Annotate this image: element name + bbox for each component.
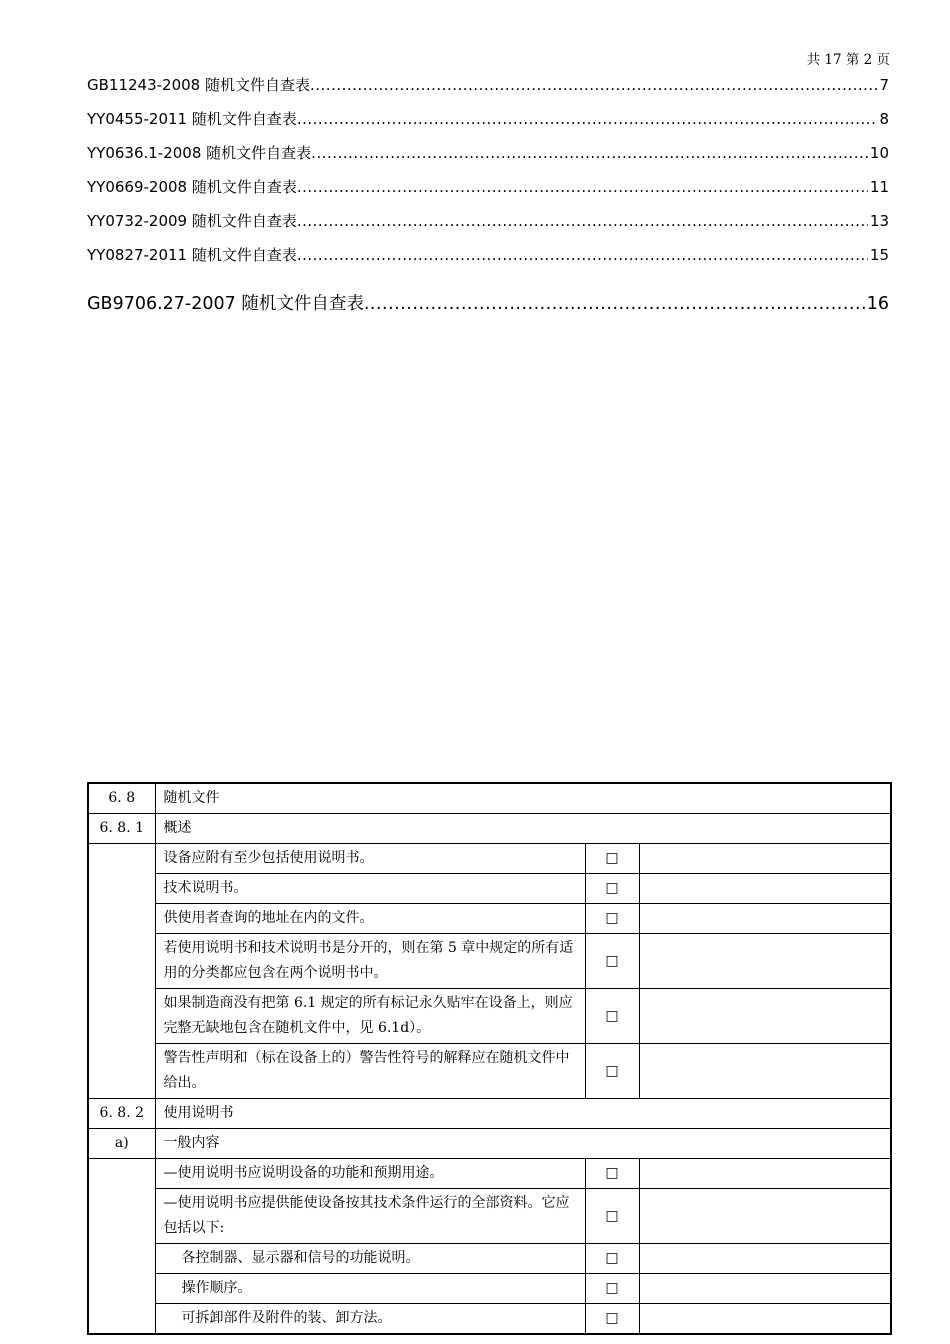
section-title: 概述 xyxy=(155,814,891,844)
requirement-text: 技术说明书。 xyxy=(155,874,585,904)
toc-entry-page: 8 xyxy=(879,110,889,128)
remarks-cell[interactable] xyxy=(639,844,891,874)
section-row xyxy=(88,1099,891,1129)
blank-section-cell xyxy=(88,1159,155,1335)
toc-leader-dots xyxy=(310,76,877,94)
toc-entry[interactable] xyxy=(87,210,889,231)
checkbox[interactable]: □ xyxy=(585,1304,639,1335)
toc-entry-title: GB9706.27-2007 随机文件自查表 xyxy=(87,294,364,314)
checkbox[interactable]: □ xyxy=(585,874,639,904)
toc-leader-dots xyxy=(297,246,868,264)
checklist-table xyxy=(87,782,892,1335)
requirement-text: 供使用者查询的地址在内的文件。 xyxy=(155,904,585,934)
section-row xyxy=(88,814,891,844)
blank-section-cell xyxy=(88,844,155,1099)
section-number: 6. 8 xyxy=(88,783,155,814)
remarks-cell[interactable] xyxy=(639,1274,891,1304)
checklist-row xyxy=(88,1244,891,1274)
toc-entry[interactable] xyxy=(87,74,889,95)
checkbox[interactable]: □ xyxy=(585,1189,639,1244)
remarks-cell[interactable] xyxy=(639,1304,891,1335)
requirement-text: 各控制器、显示器和信号的功能说明。 xyxy=(155,1244,585,1274)
toc-entry[interactable] xyxy=(87,108,889,129)
requirement-text: 设备应附有至少包括使用说明书。 xyxy=(155,844,585,874)
requirement-text: —使用说明书应说明设备的功能和预期用途。 xyxy=(155,1159,585,1189)
checkbox[interactable]: □ xyxy=(585,844,639,874)
checklist-row xyxy=(88,1274,891,1304)
checklist-row xyxy=(88,904,891,934)
section-title: 使用说明书 xyxy=(155,1099,891,1129)
toc-entry-page: 16 xyxy=(866,294,889,314)
section-number: 6. 8. 2 xyxy=(88,1099,155,1129)
toc-leader-dots xyxy=(297,212,868,230)
requirement-text: 操作顺序。 xyxy=(155,1274,585,1304)
toc-entry-page: 7 xyxy=(879,76,889,94)
toc-entry-page: 13 xyxy=(869,212,889,230)
toc-leader-dots xyxy=(311,144,868,162)
remarks-cell[interactable] xyxy=(639,989,891,1044)
toc-entry[interactable] xyxy=(87,244,889,265)
checkbox[interactable]: □ xyxy=(585,934,639,989)
remarks-cell[interactable] xyxy=(639,904,891,934)
requirement-text: —使用说明书应提供能使设备按其技术条件运行的全部资料。它应包括以下: xyxy=(155,1189,585,1244)
toc-entry[interactable] xyxy=(87,142,889,163)
checkbox[interactable]: □ xyxy=(585,1159,639,1189)
section-title: 随机文件 xyxy=(155,783,891,814)
toc-leader-dots xyxy=(297,110,878,128)
checkbox[interactable]: □ xyxy=(585,989,639,1044)
toc-entry-page: 11 xyxy=(869,178,889,196)
section-row xyxy=(88,783,891,814)
checklist-row xyxy=(88,844,891,874)
section-row xyxy=(88,1129,891,1159)
toc-entry-page: 10 xyxy=(869,144,889,162)
toc-entry[interactable] xyxy=(87,176,889,197)
section-number: 6. 8. 1 xyxy=(88,814,155,844)
remarks-cell[interactable] xyxy=(639,1044,891,1099)
toc-entry-title: YY0669-2008 随机文件自查表 xyxy=(87,178,297,196)
requirement-text: 若使用说明书和技术说明书是分开的，则在第 5 章中规定的所有适用的分类都应包含在两个说明书中。 xyxy=(155,934,585,989)
checkbox[interactable]: □ xyxy=(585,904,639,934)
toc-entry[interactable] xyxy=(87,290,889,315)
section-title: 一般内容 xyxy=(155,1129,891,1159)
checklist-row xyxy=(88,934,891,989)
checklist-row xyxy=(88,1189,891,1244)
toc-leader-dots xyxy=(364,294,865,314)
section-number: a) xyxy=(88,1129,155,1159)
toc-entry-title: YY0455-2011 随机文件自查表 xyxy=(87,110,297,128)
remarks-cell[interactable] xyxy=(639,934,891,989)
toc-entry-title: YY0636.1-2008 随机文件自查表 xyxy=(87,144,312,162)
toc-entry-title: YY0732-2009 随机文件自查表 xyxy=(87,212,297,230)
remarks-cell[interactable] xyxy=(639,874,891,904)
checklist-row xyxy=(88,1044,891,1099)
requirement-text: 警告性声明和（标在设备上的）警告性符号的解释应在随机文件中给出。 xyxy=(155,1044,585,1099)
checklist-row xyxy=(88,1304,891,1335)
remarks-cell[interactable] xyxy=(639,1244,891,1274)
checklist-row xyxy=(88,1159,891,1189)
checklist-row xyxy=(88,989,891,1044)
checkbox[interactable]: □ xyxy=(585,1044,639,1099)
remarks-cell[interactable] xyxy=(639,1189,891,1244)
checkbox[interactable]: □ xyxy=(585,1274,639,1304)
toc-entry-title: GB11243-2008 随机文件自查表 xyxy=(87,76,310,94)
requirement-text: 可拆卸部件及附件的装、卸方法。 xyxy=(155,1304,585,1335)
remarks-cell[interactable] xyxy=(639,1159,891,1189)
checkbox[interactable]: □ xyxy=(585,1244,639,1274)
toc-entry-title: YY0827-2011 随机文件自查表 xyxy=(87,246,297,264)
toc-entry-page: 15 xyxy=(869,246,889,264)
toc-leader-dots xyxy=(297,178,868,196)
checklist-row xyxy=(88,874,891,904)
requirement-text: 如果制造商没有把第 6.1 规定的所有标记永久贴牢在设备上，则应完整无缺地包含在随机文件中，见 6.1d）。 xyxy=(155,989,585,1044)
page-number-header: 共 17 第 2 页 xyxy=(806,52,890,68)
